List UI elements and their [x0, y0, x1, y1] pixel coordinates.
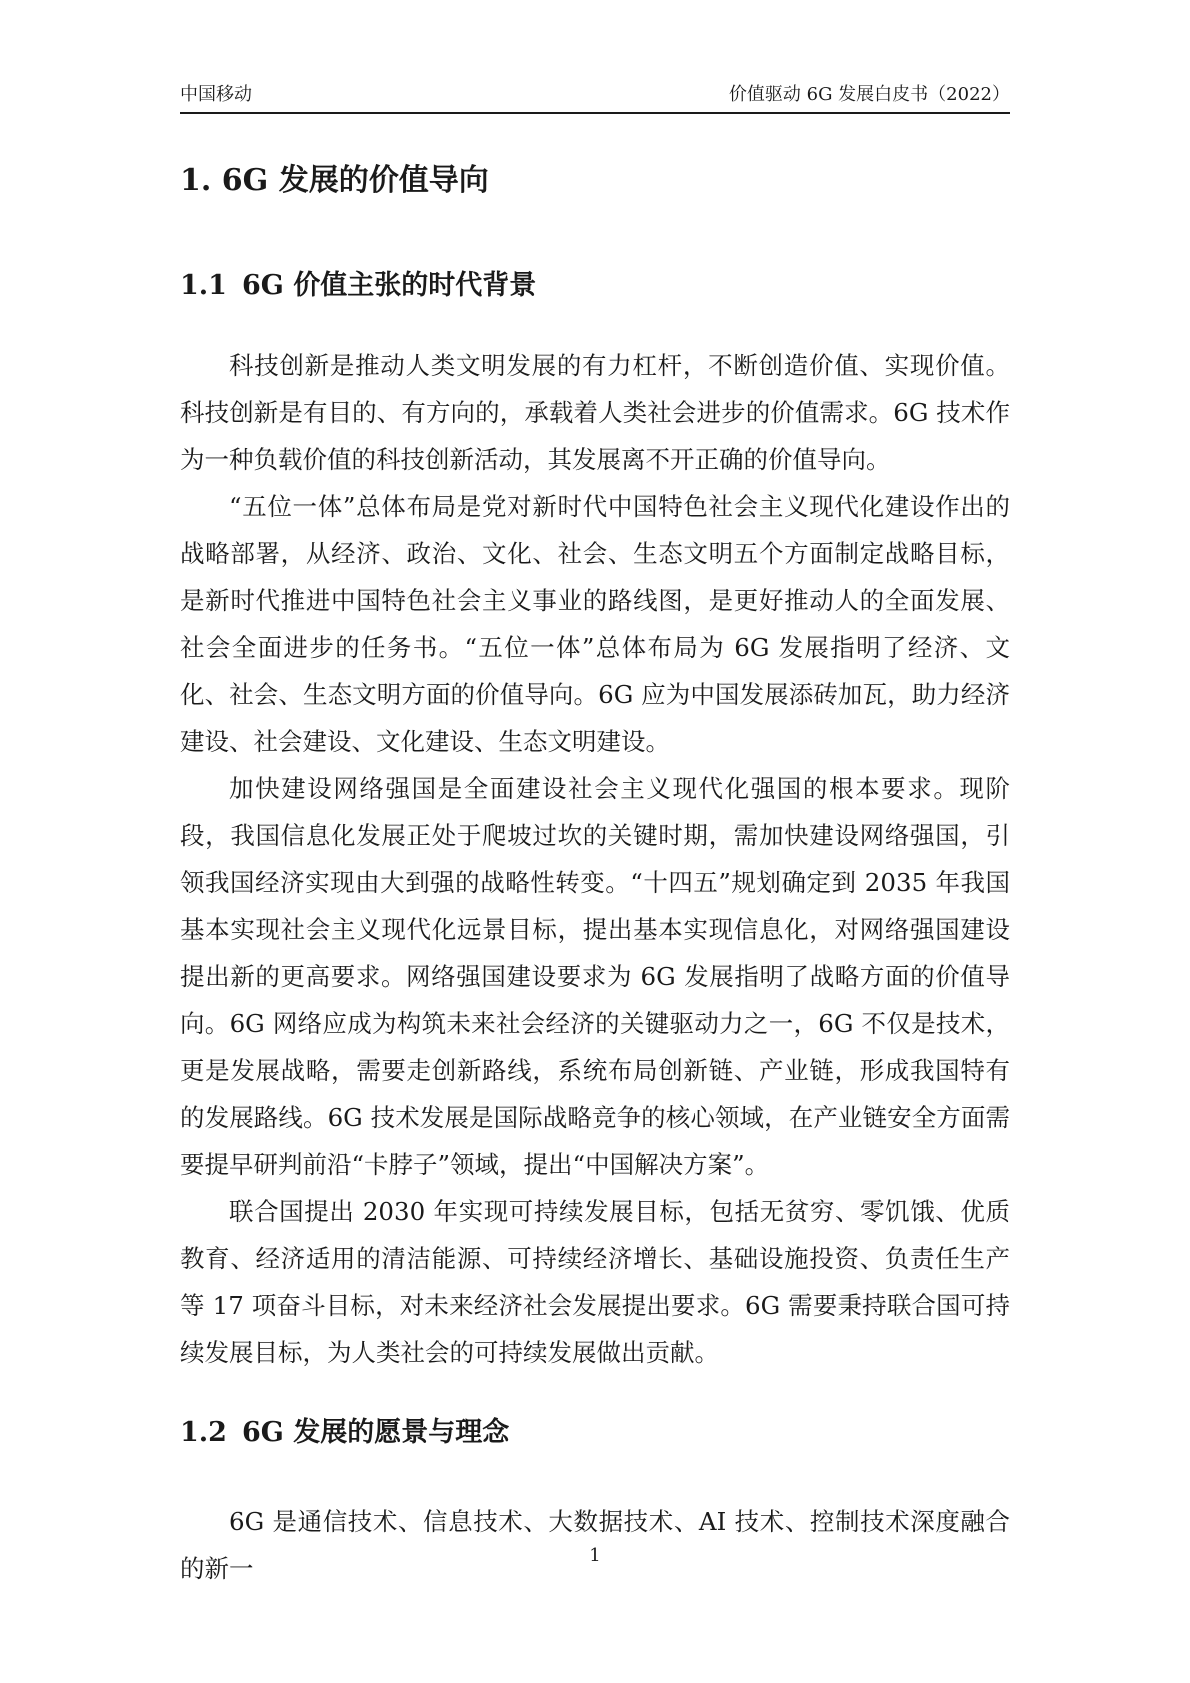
section-number: 1.2 [180, 1417, 227, 1448]
paragraph: “五位一体”总体布局是党对新时代中国特色社会主义现代化建设作出的战略部署，从经济、政治、文化、社会、生态文明五个方面制定战略目标，是新时代推进中国特色社会主义事业的路线图，是更好推动人的全面发展、社会全面进步的任务书。“五位一体”总体布局为 6G 发展指明了经济、文化、社会、生态文明方面的价值导向。6G 应为中国发展添砖加瓦，助力经济建设、社会建设、文化建设、生态文明建设。 [180, 492, 1010, 756]
section-heading-1-2 [180, 1415, 509, 1451]
page-header [180, 80, 1010, 114]
section-heading-1-1 [180, 268, 536, 304]
paragraph: 加快建设网络强国是全面建设社会主义现代化强国的根本要求。现阶段，我国信息化发展正处于爬坡过坎的关键时期，需加快建设网络强国，引领我国经济实现由大到强的战略性转变。“十四五”规划确定到 2035 年我国基本实现社会主义现代化远景目标，提出基本实现信息化，对网络强国建设提出新的更高要求。网络强国建设要求为 6G 发展指明了战略方面的价值导向。6G 网络应成为构筑未来社会经济的关键驱动力之一，6G 不仅是技术，更是发展战略，需要走创新路线，系统布局创新链、产业链，形成我国特有的发展路线。6G 技术发展是国际战略竞争的核心领域，在产业链安全方面需要提早研判前沿“卡脖子”领域，提出“中国解决方案”。 [180, 774, 1010, 1179]
header-document-title: 价值驱动 6G 发展白皮书（2022） [728, 84, 1010, 105]
section-1-1-body [180, 342, 1010, 1376]
section-number: 1.1 [180, 270, 227, 301]
section-title: 6G 价值主张的时代背景 [242, 270, 537, 301]
chapter-title: 1. 6G 发展的价值导向 [180, 163, 489, 198]
section-title: 6G 发展的愿景与理念 [242, 1417, 510, 1448]
paragraph: 联合国提出 2030 年实现可持续发展目标，包括无贫穷、零饥饿、优质教育、经济适用的清洁能源、可持续经济增长、基础设施投资、负责任生产等 17 项奋斗目标，对未来经济社会发展提出要求。6G 需要秉持联合国可持续发展目标，为人类社会的可持续发展做出贡献。 [180, 1197, 1010, 1367]
page-number: 1 [589, 1545, 601, 1566]
header-organization: 中国移动 [180, 84, 252, 105]
paragraph: 6G 是通信技术、信息技术、大数据技术、AI 技术、控制技术深度融合的新一 [180, 1507, 1010, 1583]
paragraph: 科技创新是推动人类文明发展的有力杠杆，不断创造价值、实现价值。科技创新是有目的、有方向的，承载着人类社会进步的价值需求。6G 技术作为一种负载价值的科技创新活动，其发展离不开正确的价值导向。 [180, 351, 1010, 474]
